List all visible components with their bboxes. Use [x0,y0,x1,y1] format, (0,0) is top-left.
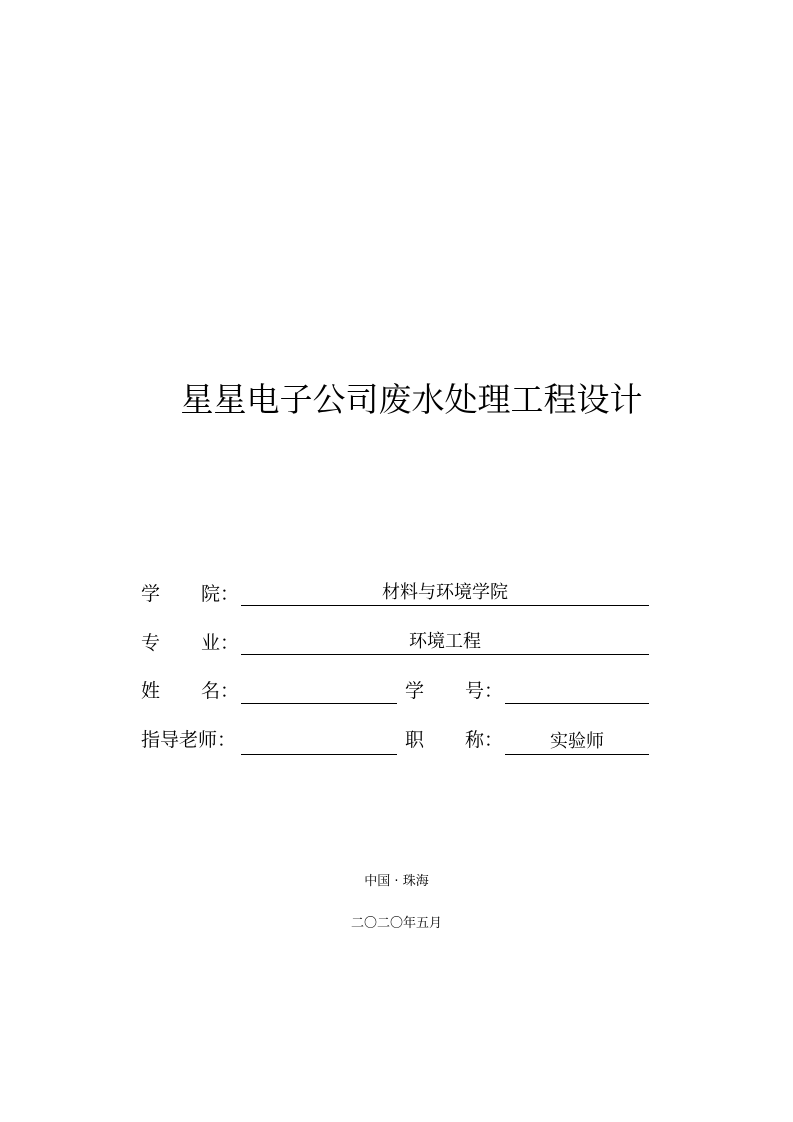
college-label-char-1: 学 [141,583,161,605]
major-label-char-1: 专 [141,632,161,654]
advisor-label: 指导老师： [141,729,237,751]
date-text: 二〇二〇年五月 [350,916,442,931]
student-id-label-char-2: 号： [465,680,504,702]
rank-field[interactable]: 实验师 [505,730,649,755]
college-row [0,579,793,609]
name-id-row [0,676,793,706]
name-label-char-1: 姓 [141,680,161,702]
name-field[interactable] [241,679,397,704]
major-row [0,628,793,658]
rank-label-char-1: 职 [405,729,425,751]
location-text: 中国 · 珠海 [364,874,429,889]
name-label-char-2: 名： [201,680,240,702]
advisor-field[interactable] [241,730,397,755]
student-id-label-char-1: 学 [405,680,425,702]
document-title: 星星电子公司废水处理工程设计 [180,380,643,419]
student-id-field[interactable] [505,679,649,704]
rank-label-char-2: 称： [465,729,504,751]
major-label-char-2: 业： [201,632,240,654]
college-field[interactable]: 材料与环境学院 [241,581,649,606]
advisor-rank-row [0,725,793,755]
major-field[interactable]: 环境工程 [241,630,649,655]
college-label-char-2: 院： [201,583,240,605]
